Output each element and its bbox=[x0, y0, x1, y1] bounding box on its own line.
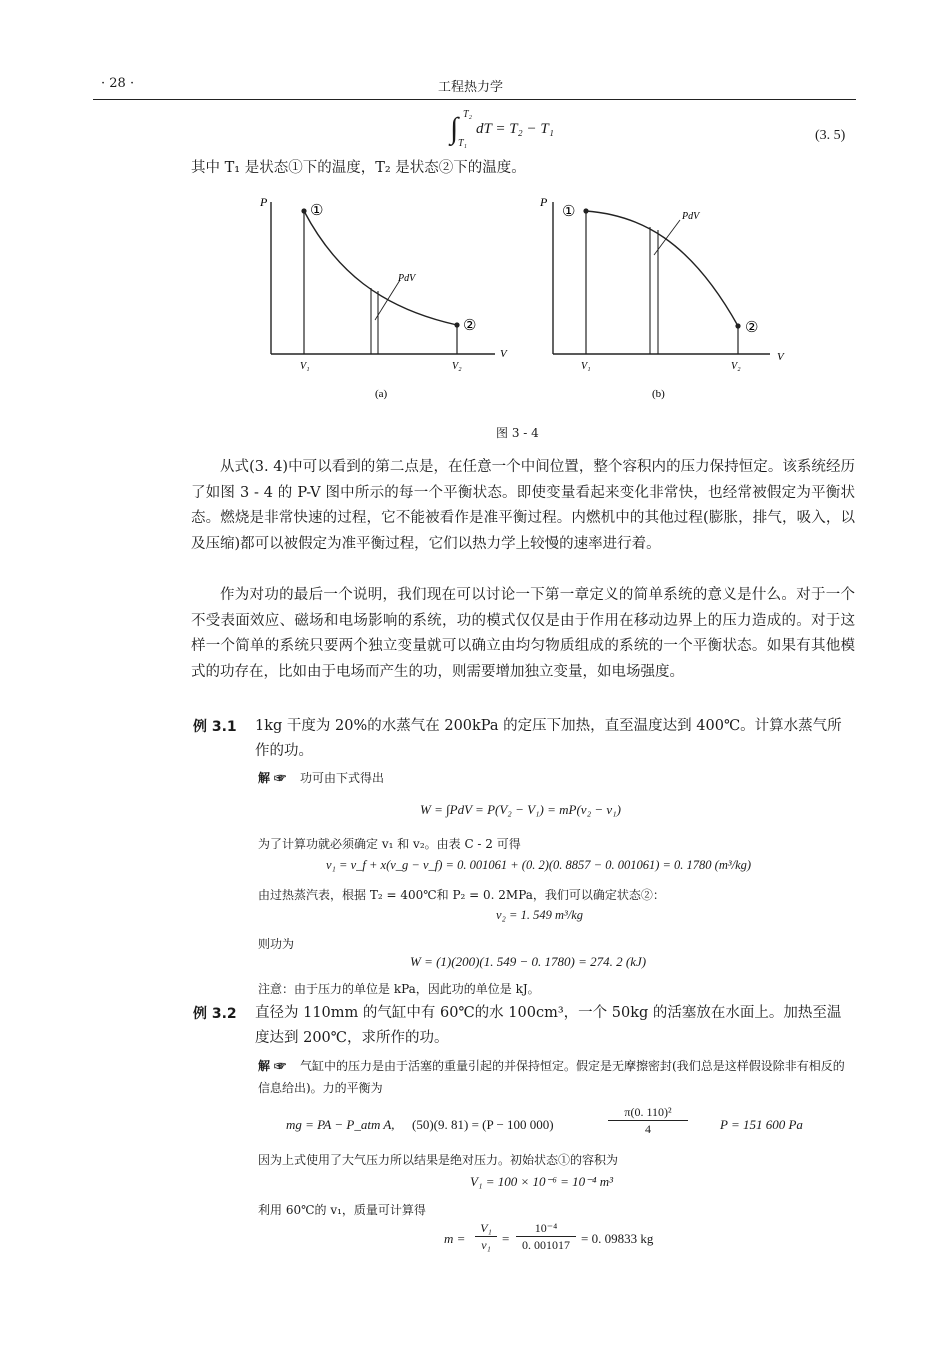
superheat-line: 由过热蒸汽表，根据 T₂ = 400℃和 P₂ = 0. 2MPa，我们可以确定状态②： bbox=[258, 888, 665, 902]
state-point-1-b bbox=[583, 208, 588, 213]
upper-limit: T₂ bbox=[463, 109, 473, 120]
mass-result: = 0. 09833 kg bbox=[581, 1231, 654, 1246]
state-1-label-a: ① bbox=[310, 203, 324, 219]
equals-sign: = bbox=[502, 1231, 510, 1246]
v1-label-a: V₁ bbox=[300, 361, 310, 372]
strip-leader-a bbox=[375, 280, 400, 320]
paragraph-equilibrium: 从式(3. 4)中可以看到的第二点是，在任意一个中间位置，整个容积内的压力保持恒定。该系统经历了如图 3 - 4 的 P-V 图中所示的每一个平衡状态。即使变量看起来变化非常快，也经常被假定为平衡状态。燃烧是非常快速的过程，它不能被看作是准平衡过程。内燃机中的其他过程(膨胀，排气，吸入，以及压缩)都可以被假定为准平衡过程，它们以热力学上较慢的速率进行着。 bbox=[191, 459, 855, 552]
fraction-1-denominator: v₁ bbox=[481, 1238, 491, 1252]
fraction-1-numerator: V₁ bbox=[475, 1220, 497, 1237]
volume-equation: V₁ = 100 × 10⁻⁶ = 10⁻⁴ m³ bbox=[470, 1174, 614, 1189]
solution-3-2 bbox=[258, 1055, 856, 1099]
force-fraction bbox=[608, 1104, 688, 1137]
equation-number: (3. 5) bbox=[815, 128, 846, 143]
need-v1-v2: 为了计算功就必须确定 v₁ 和 v₂。由表 C - 2 可得 bbox=[258, 837, 521, 851]
panel-label-b: (b) bbox=[652, 388, 665, 400]
state-1-label-b: ① bbox=[562, 204, 576, 220]
strip-label-a: PdV bbox=[398, 273, 416, 284]
solution-intro: 功可由下式得出 bbox=[300, 771, 385, 785]
solution-3-1 bbox=[258, 767, 384, 789]
then-work-line: 则功为 bbox=[258, 937, 295, 951]
example-3-2-problem: 直径为 110mm 的气缸中有 60℃的水 100cm³，一个 50kg 的活塞放在水面上。加热至温度达到 200℃，求所作的功。 bbox=[255, 1005, 842, 1046]
mass-fraction-1 bbox=[475, 1220, 497, 1253]
mass-lhs: m = bbox=[444, 1231, 466, 1246]
pressure-result: P = 151 600 Pa bbox=[720, 1117, 803, 1132]
fraction-denominator: 4 bbox=[645, 1122, 651, 1136]
p-axis-label-b: P bbox=[540, 195, 548, 209]
mass-fraction-2 bbox=[516, 1220, 576, 1253]
unit-note: 注意：由于压力的单位是 kPa，因此功的单位是 kJ。 bbox=[258, 982, 540, 996]
fraction-2-numerator: 10⁻⁴ bbox=[516, 1220, 576, 1237]
example-3-2-label: 例 3.2 bbox=[193, 1006, 237, 1022]
state-point-2-b bbox=[735, 323, 740, 328]
work-equation: W = ∫PdV = P(V₂ − V₁) = mP(v₂ − v₁) bbox=[420, 802, 621, 817]
equation-body: dT = T₂ − T₁ bbox=[476, 121, 554, 137]
p-axis-label-a: P bbox=[260, 195, 268, 209]
example-3-1-problem: 1kg 干度为 20%的水蒸气在 200kPa 的定压下加热，直至温度达到 400℃。计算水蒸气所作的功。 bbox=[255, 718, 842, 759]
fraction-2-denominator: 0. 001017 bbox=[522, 1238, 570, 1252]
header-rule bbox=[93, 99, 856, 100]
v1-equation: v₁ = v_f + x(v_g − v_f) = 0. 001061 + (0. 2)(0. 8857 − 0. 001061) = 0. 1780 (m³/kg) bbox=[326, 858, 752, 872]
process-curve-b bbox=[586, 211, 738, 326]
strip-label-b: PdV bbox=[682, 211, 700, 222]
state-point-2-a bbox=[454, 322, 459, 327]
panel-label-a: (a) bbox=[375, 388, 388, 400]
v1-label-b: V₁ bbox=[581, 361, 591, 372]
pv-diagram-a bbox=[259, 195, 508, 400]
solution-label: 解 ☞ bbox=[258, 771, 287, 785]
force-balance-symbolic: mg = PA − P_atm A, bbox=[286, 1117, 395, 1132]
process-curve-a bbox=[304, 211, 457, 325]
force-balance-numeric: (50)(9. 81) = (P − 100 000) bbox=[412, 1117, 554, 1132]
state-point-1-a bbox=[301, 208, 306, 213]
figure-3-4 bbox=[240, 190, 800, 405]
integral-sign: ∫ bbox=[450, 112, 459, 145]
absolute-pressure-line: 因为上式使用了大气压力所以结果是绝对压力。初始状态①的容积为 bbox=[258, 1153, 619, 1167]
mass-line: 利用 60℃的 v₁，质量可计算得 bbox=[258, 1203, 426, 1217]
v2-label-a: V₂ bbox=[452, 361, 462, 372]
work-result: W = (1)(200)(1. 549 − 0. 1780) = 274. 2 (kJ) bbox=[410, 954, 647, 969]
state-2-label-a: ② bbox=[463, 318, 477, 334]
example-3-1-label: 例 3.1 bbox=[193, 719, 237, 735]
v-axis-label-a: V bbox=[500, 348, 507, 360]
running-title: 工程热力学 bbox=[438, 80, 504, 95]
paragraph-simple-system: 作为对功的最后一个说明，我们现在可以讨论一下第一章定义的简单系统的意义是什么。对于一个不受表面效应、磁场和电场影响的系统，功的模式仅仅是由于作用在移动边界上的压力造成的。对于这样一个简单的系统只要两个独立变量就可以确立由均匀物质组成的系统的一个平衡状态。如果有其他模式的功存在，比如由于电场而产生的功，则需要增加独立变量，如电场强度。 bbox=[191, 587, 855, 680]
figure-caption: 图 3 - 4 bbox=[496, 426, 539, 440]
pv-diagram-b bbox=[539, 195, 785, 400]
v2-label-b: V₂ bbox=[731, 361, 741, 372]
lower-limit: T₁ bbox=[458, 138, 468, 149]
solution-label: 解 ☞ bbox=[258, 1059, 287, 1073]
v2-equation: v₂ = 1. 549 m³/kg bbox=[496, 908, 583, 922]
state-2-label-b: ② bbox=[745, 320, 759, 336]
page-number: · 28 · bbox=[101, 76, 135, 91]
fraction-numerator: π(0. 110)² bbox=[608, 1104, 688, 1121]
v-axis-label-b: V bbox=[777, 351, 784, 363]
solution-text: 气缸中的压力是由于活塞的重量引起的并保持恒定。假定是无摩擦密封(我们总是这样假设除非有相反的信息给出)。力的平衡为 bbox=[258, 1059, 845, 1095]
temperature-definition: 其中 T₁ 是状态①下的温度，T₂ 是状态②下的温度。 bbox=[191, 160, 526, 176]
